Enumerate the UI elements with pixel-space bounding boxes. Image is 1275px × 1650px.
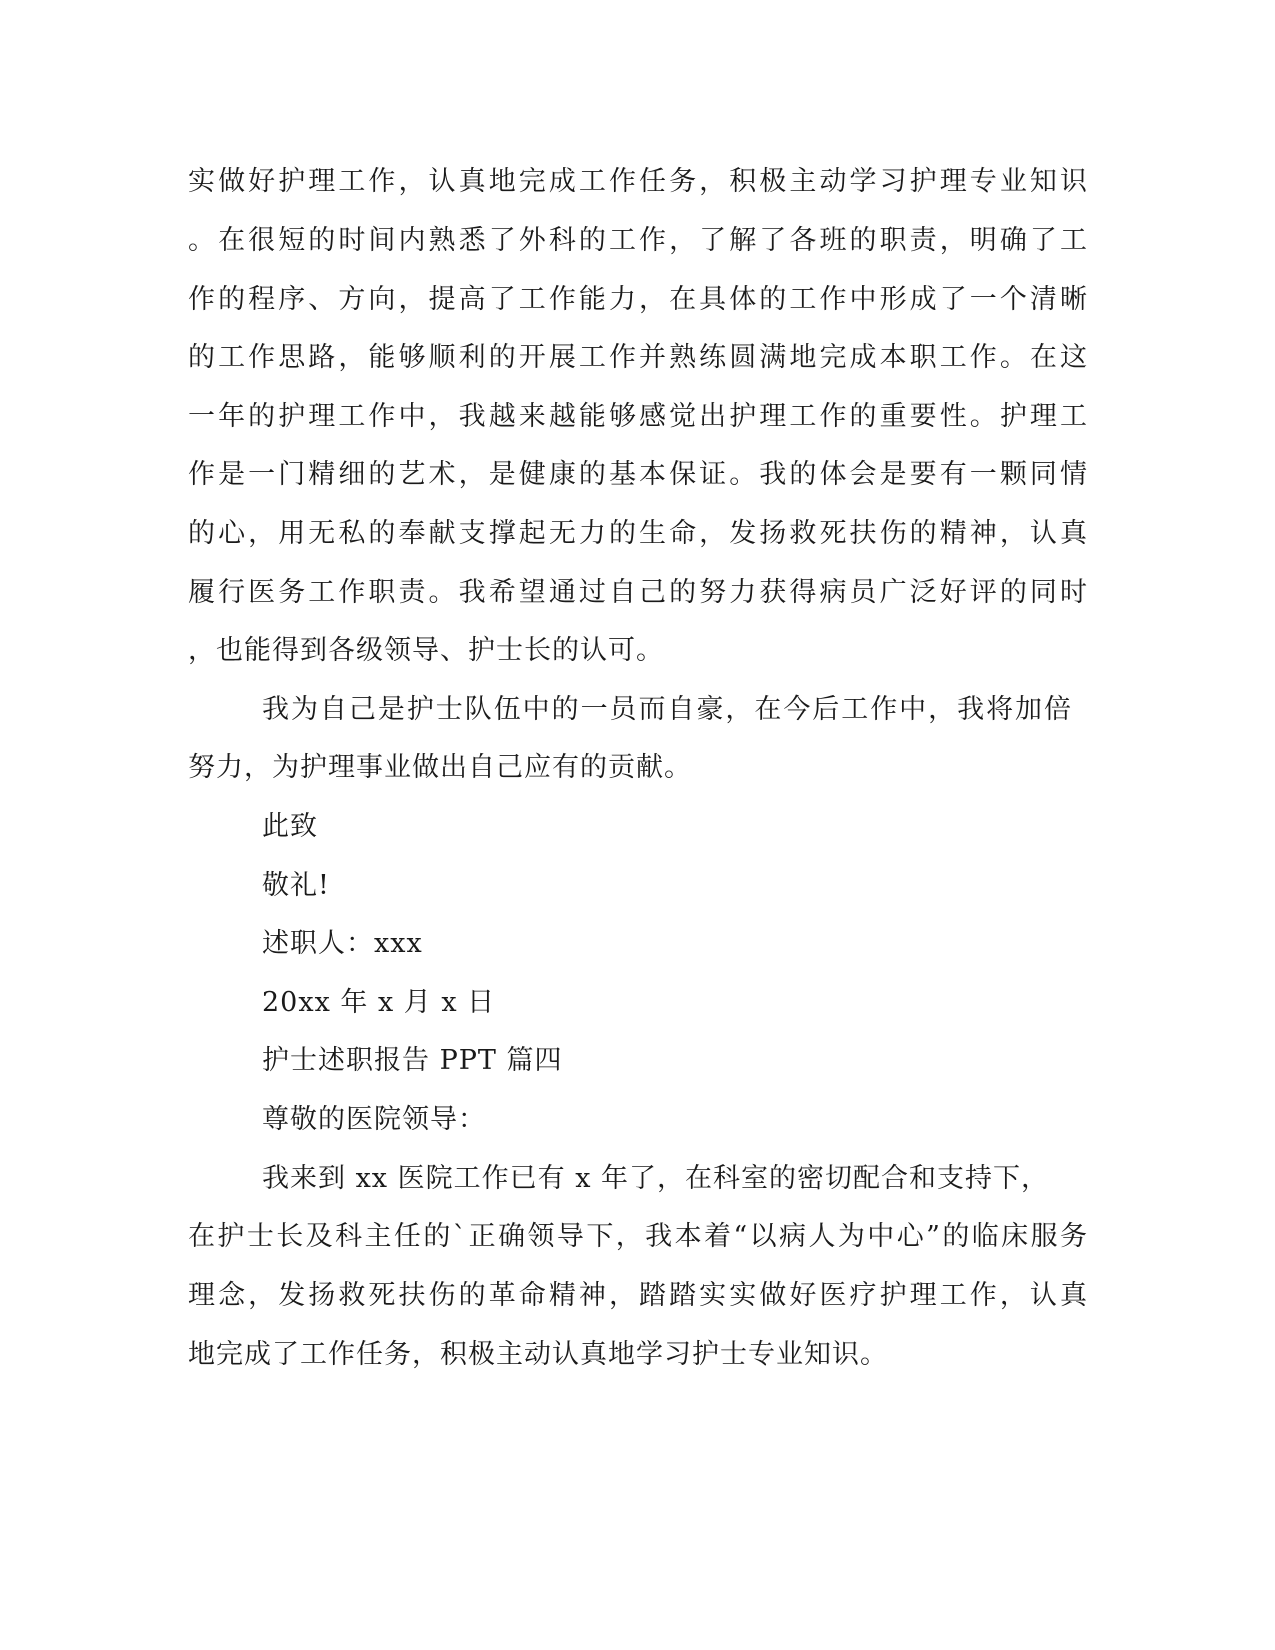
paragraph-line: 我为自己是护士队伍中的一员而自豪，在今后工作中，我将加倍 xyxy=(262,694,1072,725)
closing-regards: 敬礼! xyxy=(262,870,330,901)
paragraph-line: 实做好护理工作，认真地完成工作任务，积极主动学习护理专业知识 xyxy=(188,166,1088,197)
section-heading: 护士述职报告 PPT 篇四 xyxy=(262,1045,563,1076)
paragraph-line: 理念，发扬救死扶伤的革命精神，踏踏实实做好医疗护理工作，认真 xyxy=(188,1280,1088,1311)
paragraph-line: 的工作思路，能够顺利的开展工作并熟练圆满地完成本职工作。在这 xyxy=(188,342,1088,373)
paragraph-line: 履行医务工作职责。我希望通过自己的努力获得病员广泛好评的同时 xyxy=(188,577,1088,608)
paragraph-line: 的心，用无私的奉献支撑起无力的生命，发扬救死扶伤的精神，认真 xyxy=(188,518,1088,549)
paragraph-line: 我来到 xx 医院工作已有 x 年了，在科室的密切配合和支持下， xyxy=(262,1163,1050,1194)
paragraph-line: 一年的护理工作中，我越来越能够感觉出护理工作的重要性。护理工 xyxy=(188,401,1088,432)
paragraph-line: 作的程序、方向，提高了工作能力，在具体的工作中形成了一个清晰 xyxy=(188,284,1088,315)
paragraph-line: ，也能得到各级领导、护士长的认可。 xyxy=(188,635,664,666)
signature-line: 述职人：xxx xyxy=(262,928,423,959)
date-line: 20xx 年 x 月 x 日 xyxy=(262,987,496,1018)
paragraph-line: 在护士长及科主任的`正确领导下，我本着“以病人为中心”的临床服务 xyxy=(188,1221,1088,1252)
greeting-line: 尊敬的医院领导： xyxy=(262,1104,486,1135)
paragraph-line: 努力，为护理事业做出自己应有的贡献。 xyxy=(188,752,692,783)
paragraph-line: 作是一门精细的艺术，是健康的基本保证。我的体会是要有一颗同情 xyxy=(188,459,1088,490)
paragraph-line: 地完成了工作任务，积极主动认真地学习护士专业知识。 xyxy=(188,1339,888,1370)
closing-salutation: 此致 xyxy=(262,811,318,842)
paragraph-line: 。在很短的时间内熟悉了外科的工作，了解了各班的职责，明确了工 xyxy=(188,225,1088,256)
